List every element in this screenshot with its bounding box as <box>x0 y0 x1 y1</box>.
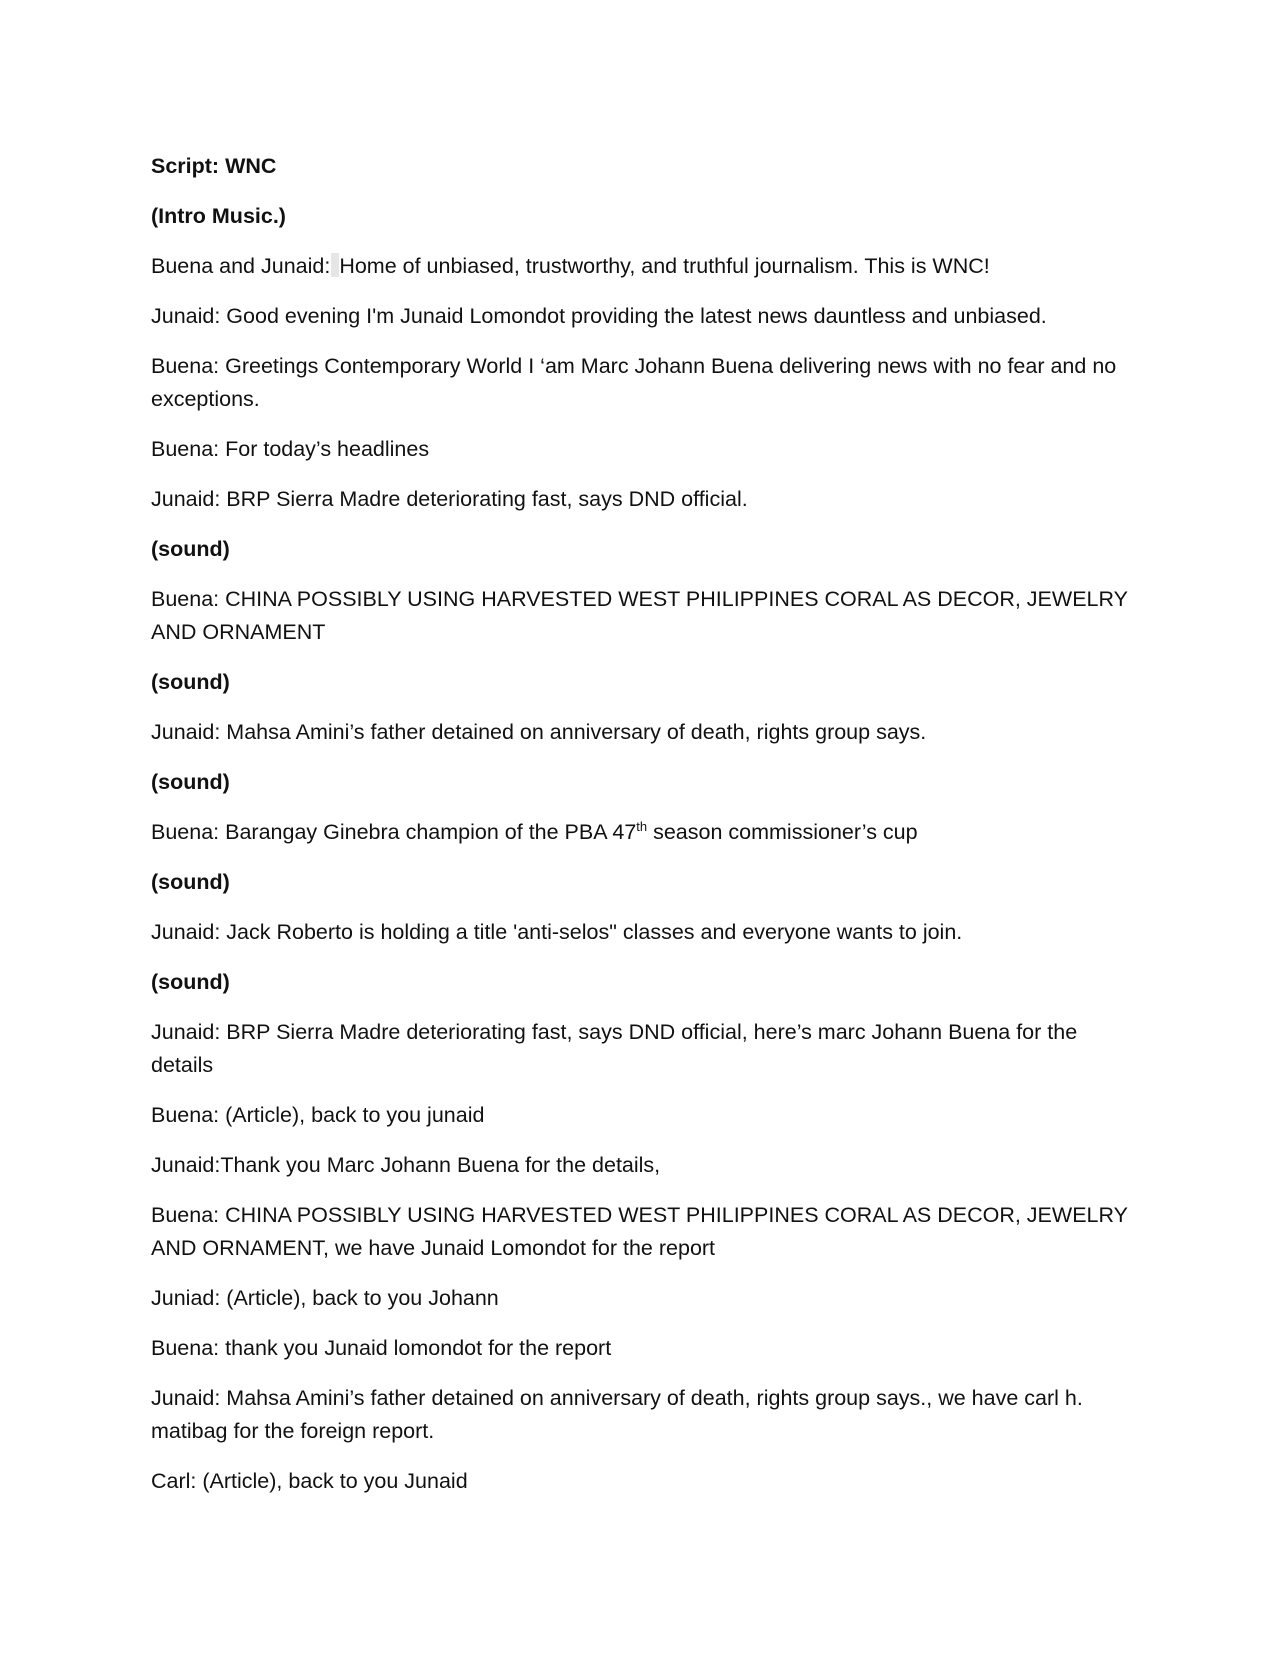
sound-cue: (sound) <box>151 670 230 694</box>
ordinal-suffix: th <box>636 818 648 834</box>
script-line: Buena: CHINA POSSIBLY USING HARVESTED WEST PHILIPPINES CORAL AS DECOR, JEWELRY AND ORNAMENT, we have Junaid Lomondot for the report <box>151 1203 1128 1260</box>
sound-cue: (sound) <box>151 537 230 561</box>
line-text: Home of unbiased, trustworthy, and truthful journalism. This is WNC! <box>339 254 990 278</box>
script-line <box>151 816 1141 849</box>
speaker-label: Buena and Junaid: <box>151 254 331 278</box>
sound-cue: (sound) <box>151 770 230 794</box>
script-line: Junaid: Mahsa Amini’s father detained on anniversary of death, rights group says. <box>151 720 927 744</box>
sound-cue: (sound) <box>151 970 230 994</box>
script-line: Buena: CHINA POSSIBLY USING HARVESTED WEST PHILIPPINES CORAL AS DECOR, JEWELRY AND ORNAMENT <box>151 587 1128 644</box>
sound-cue: (sound) <box>151 870 230 894</box>
script-line: Buena: Greetings Contemporary World I ‘am Marc Johann Buena delivering news with no fear and no exceptions. <box>151 354 1117 411</box>
script-line: Junaid: Jack Roberto is holding a title 'anti-selos" classes and everyone wants to join. <box>151 920 963 944</box>
line-text: season commissioner’s cup <box>647 820 918 844</box>
script-line: Juniad: (Article), back to you Johann <box>151 1286 499 1310</box>
script-line: Buena: (Article), back to you junaid <box>151 1103 485 1127</box>
script-line <box>151 250 1141 283</box>
script-line: Junaid: BRP Sierra Madre deteriorating fast, says DND official, here’s marc Johann Buena for the details <box>151 1020 1078 1077</box>
script-line: Junaid: BRP Sierra Madre deteriorating fast, says DND official. <box>151 487 748 511</box>
script-line: Junaid:Thank you Marc Johann Buena for the details, <box>151 1153 661 1177</box>
intro-cue: (Intro Music.) <box>151 204 286 228</box>
script-line: Buena: For today’s headlines <box>151 437 430 461</box>
script-line: Buena: thank you Junaid lomondot for the report <box>151 1336 612 1360</box>
script-line: Junaid: Good evening I'm Junaid Lomondot providing the latest news dauntless and unbiased. <box>151 304 1047 328</box>
script-line: Junaid: Mahsa Amini’s father detained on anniversary of death, rights group says., we have carl h. matibag for the foreign report. <box>151 1386 1083 1443</box>
script-body <box>151 150 1141 1515</box>
line-text: Buena: Barangay Ginebra champion of the PBA 47 <box>151 820 637 844</box>
script-title: Script: WNC <box>151 154 277 178</box>
script-line: Carl: (Article), back to you Junaid <box>151 1469 468 1493</box>
